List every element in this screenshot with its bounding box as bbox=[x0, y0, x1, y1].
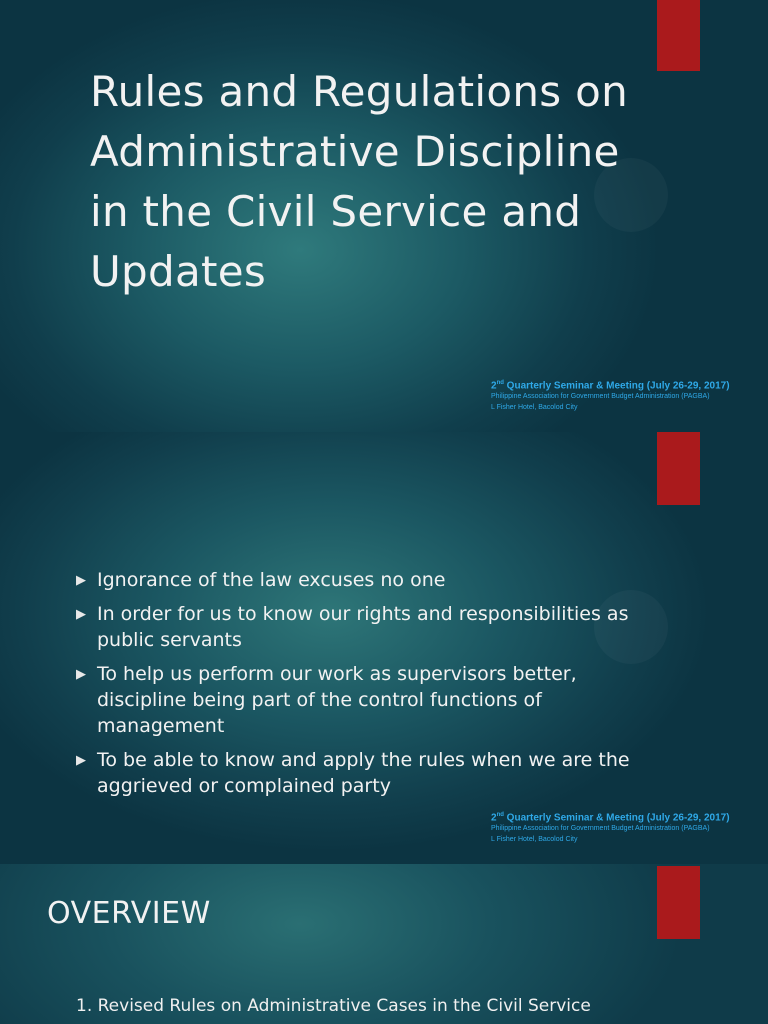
bullet-item: ▶ To be able to know and apply the rules when we are the aggrieved or complained party bbox=[76, 749, 630, 797]
right-triangle-icon: ▶ bbox=[76, 667, 86, 682]
red-accent-tab bbox=[657, 0, 700, 71]
event-credit-line1: 2nd Quarterly Seminar & Meeting (July 26-29, 2017) bbox=[491, 812, 730, 824]
right-triangle-icon: ▶ bbox=[76, 573, 86, 588]
bullet-item: ▶ In order for us to know our rights and responsibilities as public servants bbox=[76, 603, 629, 651]
slide-1 bbox=[0, 0, 768, 432]
red-accent-tab bbox=[657, 432, 700, 505]
bullet-list bbox=[74, 567, 644, 807]
event-credit-line2: Philippine Association for Government Budget Administration (PAGBA) bbox=[491, 393, 710, 401]
bullet-item: ▶ Ignorance of the law excuses no one bbox=[74, 567, 644, 593]
slide-title: Rules and Regulations on Administrative Discipline in the Civil Service and Updates bbox=[90, 67, 629, 296]
overview-heading: OVERVIEW bbox=[47, 896, 211, 931]
event-credit bbox=[491, 810, 761, 845]
event-credit bbox=[491, 378, 761, 413]
event-credit-line3: L Fisher Hotel, Bacolod City bbox=[491, 404, 578, 412]
right-triangle-icon: ▶ bbox=[76, 753, 86, 768]
bullet-item: ▶ To help us perform our work as supervisors better, discipline being part of the control functions of management bbox=[76, 663, 577, 737]
right-triangle-icon: ▶ bbox=[76, 607, 86, 622]
red-accent-tab bbox=[657, 866, 700, 939]
agenda-item: 1. Revised Rules on Administrative Cases in the Civil Service bbox=[76, 996, 591, 1016]
event-credit-line1: 2nd Quarterly Seminar & Meeting (July 26-29, 2017) bbox=[491, 380, 730, 392]
event-credit-line2: Philippine Association for Government Budget Administration (PAGBA) bbox=[491, 825, 710, 833]
event-credit-line3: L Fisher Hotel, Bacolod City bbox=[491, 836, 578, 844]
